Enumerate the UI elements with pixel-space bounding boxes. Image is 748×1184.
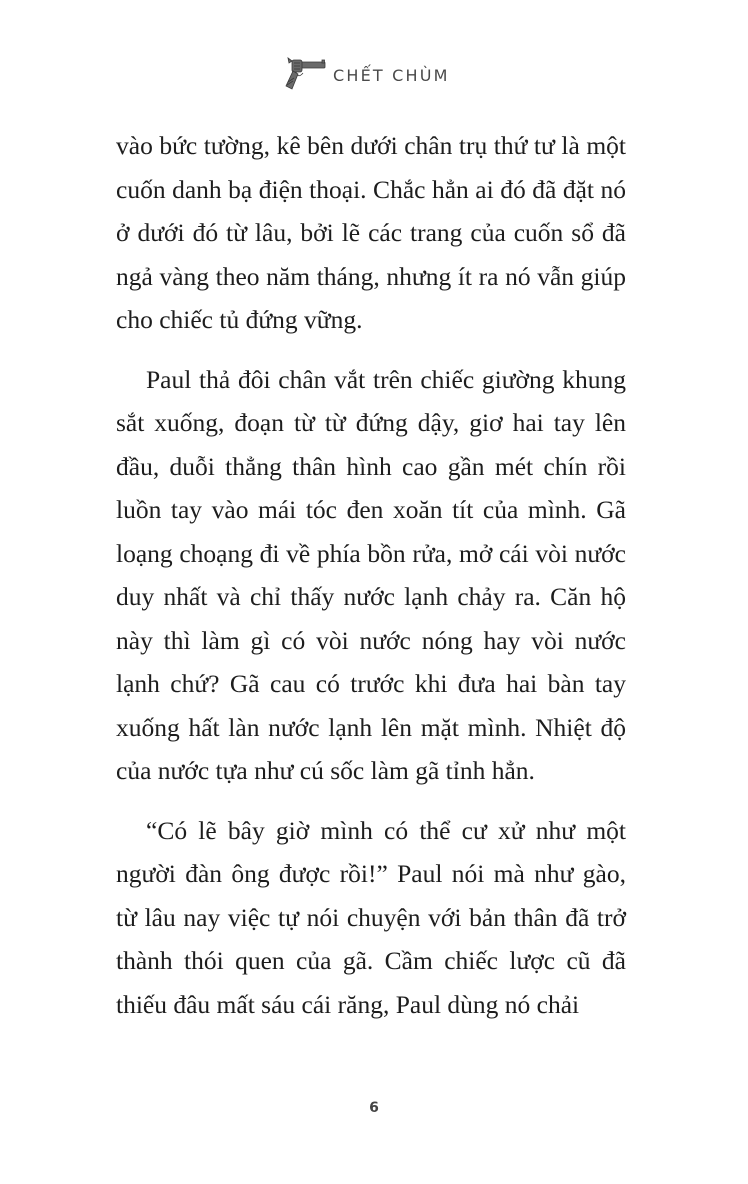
revolver-icon [278,56,328,92]
body-text [116,124,626,1042]
page-number: 6 [369,1100,379,1116]
paragraph-continued: vào bức tường, kê bên dưới chân trụ thứ tư là một cuốn danh bạ điện thoại. Chắc hẳn ai đó đã đặt nó ở dưới đó từ lâu, bởi lẽ các trang của cuốn sổ đã ngả vàng theo năm tháng, nhưng ít ra nó vẫn giúp cho chiếc tủ đứng vững. [116,131,626,334]
book-title: CHẾT CHÙM [333,66,450,85]
running-header [0,56,748,96]
paragraph: “Có lẽ bây giờ mình có thể cư xử như một người đàn ông được rồi!” Paul nói mà như gào, từ lâu nay việc tự nói chuyện với bản thân đã trở thành thói quen của gã. Cầm chiếc lược cũ đã thiếu đâu mất sáu cái răng, Paul dùng nó chải [116,815,626,1019]
paragraph: Paul thả đôi chân vắt trên chiếc giường khung sắt xuống, đoạn từ từ đứng dậy, giơ hai tay lên đầu, duỗi thẳng thân hình cao gần mét chín rồi luồn tay vào mái tóc đen xoăn tít của mình. Gã loạng choạng đi về phía bồn rửa, mở cái vòi nước duy nhất và chỉ thấy nước lạnh chảy ra. Căn hộ này thì làm gì có vòi nước nóng hay vòi nước lạnh chứ? Gã cau có trước khi đưa hai bàn tay xuống hất làn nước lạnh lên mặt mình. Nhiệt độ của nước tựa như cú sốc làm gã tỉnh hẳn. [116,364,626,785]
